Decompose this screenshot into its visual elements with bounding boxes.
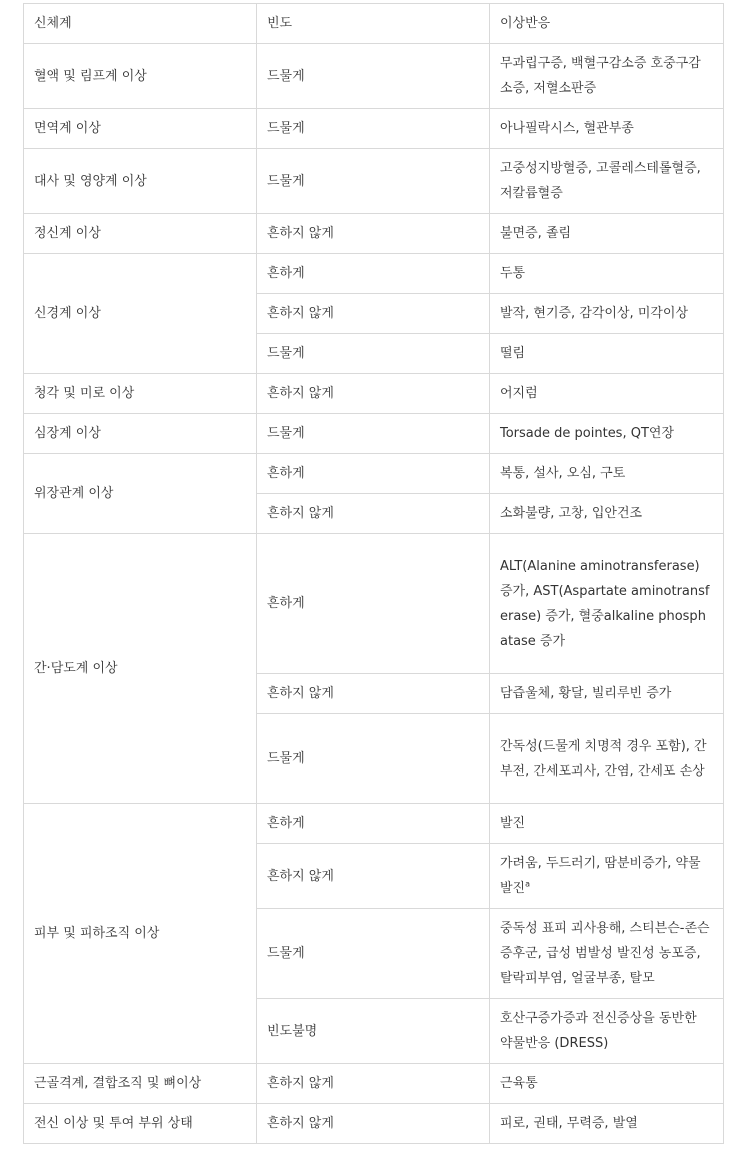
table-row bbox=[24, 214, 724, 254]
reaction-cell: 어지럼 bbox=[490, 374, 724, 414]
frequency-cell: 흔하지 않게 bbox=[257, 1064, 490, 1104]
reaction-cell: 피로, 권태, 무력증, 발열 bbox=[490, 1104, 724, 1144]
frequency-cell: 흔하지 않게 bbox=[257, 1104, 490, 1144]
table-row bbox=[24, 454, 724, 494]
frequency-cell: 흔하지 않게 bbox=[257, 674, 490, 714]
system-cell: 심장계 이상 bbox=[24, 414, 257, 454]
frequency-cell: 드물게 bbox=[257, 414, 490, 454]
frequency-cell: 드물게 bbox=[257, 909, 490, 999]
table-row bbox=[24, 414, 724, 454]
table-row bbox=[24, 804, 724, 844]
reaction-cell: 고중성지방혈증, 고콜레스테롤혈증, 저칼륨혈증 bbox=[490, 149, 724, 214]
reaction-cell: 불면증, 졸림 bbox=[490, 214, 724, 254]
system-cell: 근골격계, 결합조직 및 뼈이상 bbox=[24, 1064, 257, 1104]
frequency-cell: 흔하게 bbox=[257, 454, 490, 494]
reaction-cell: 발진 bbox=[490, 804, 724, 844]
system-cell: 대사 및 영양계 이상 bbox=[24, 149, 257, 214]
frequency-cell: 흔하게 bbox=[257, 534, 490, 674]
frequency-cell: 드물게 bbox=[257, 149, 490, 214]
reaction-cell: 호산구증가증과 전신증상을 동반한 약물반응 (DRESS) bbox=[490, 999, 724, 1064]
adverse-reactions-table bbox=[23, 3, 724, 1144]
system-cell: 간·담도계 이상 bbox=[24, 534, 257, 804]
reaction-text: 가려움, 두드러기, 땀분비증가, 약물발진 bbox=[500, 856, 701, 896]
frequency-cell: 흔하지 않게 bbox=[257, 374, 490, 414]
reaction-cell: Torsade de pointes, QT연장 bbox=[490, 414, 724, 454]
reaction-cell: 발작, 현기증, 감각이상, 미각이상 bbox=[490, 294, 724, 334]
frequency-cell: 드물게 bbox=[257, 109, 490, 149]
frequency-cell: 흔하지 않게 bbox=[257, 214, 490, 254]
header-frequency: 빈도 bbox=[257, 4, 490, 44]
frequency-cell: 드물게 bbox=[257, 714, 490, 804]
reaction-cell bbox=[490, 844, 724, 909]
reaction-cell: 복통, 설사, 오심, 구토 bbox=[490, 454, 724, 494]
system-cell: 신경계 이상 bbox=[24, 254, 257, 374]
reaction-cell: 아나필락시스, 혈관부종 bbox=[490, 109, 724, 149]
system-cell: 혈액 및 림프계 이상 bbox=[24, 44, 257, 109]
frequency-cell: 흔하지 않게 bbox=[257, 844, 490, 909]
header-system: 신체계 bbox=[24, 4, 257, 44]
frequency-cell: 흔하게 bbox=[257, 254, 490, 294]
system-cell: 정신계 이상 bbox=[24, 214, 257, 254]
system-cell: 면역계 이상 bbox=[24, 109, 257, 149]
reaction-cell: 중독성 표피 괴사용해, 스티븐슨-존슨 증후군, 급성 범발성 발진성 농포증, 탈락피부염, 얼굴부종, 탈모 bbox=[490, 909, 724, 999]
frequency-cell: 흔하게 bbox=[257, 804, 490, 844]
table-row bbox=[24, 534, 724, 674]
reaction-cell: 두통 bbox=[490, 254, 724, 294]
reaction-cell: 무과립구증, 백혈구감소증 호중구감소증, 저혈소판증 bbox=[490, 44, 724, 109]
table-row bbox=[24, 1064, 724, 1104]
system-cell: 위장관계 이상 bbox=[24, 454, 257, 534]
table-row bbox=[24, 149, 724, 214]
reaction-cell: 담즙울체, 황달, 빌리루빈 증가 bbox=[490, 674, 724, 714]
system-cell: 청각 및 미로 이상 bbox=[24, 374, 257, 414]
table-row bbox=[24, 254, 724, 294]
footnote-marker: a bbox=[525, 879, 531, 889]
table-header-row bbox=[24, 4, 724, 44]
reaction-cell: 떨림 bbox=[490, 334, 724, 374]
system-cell: 피부 및 피하조직 이상 bbox=[24, 804, 257, 1064]
frequency-cell: 흔하지 않게 bbox=[257, 294, 490, 334]
table-row bbox=[24, 374, 724, 414]
reaction-cell: 간독성(드물게 치명적 경우 포함), 간부전, 간세포괴사, 간염, 간세포 손상 bbox=[490, 714, 724, 804]
frequency-cell: 드물게 bbox=[257, 44, 490, 109]
table-row bbox=[24, 109, 724, 149]
reaction-cell: ALT(Alanine aminotransferase) 증가, AST(Aspartate aminotransferase) 증가, 혈중alkaline phosphatase 증가 bbox=[490, 534, 724, 674]
system-cell: 전신 이상 및 투여 부위 상태 bbox=[24, 1104, 257, 1144]
table-row bbox=[24, 44, 724, 109]
reaction-cell: 근육통 bbox=[490, 1064, 724, 1104]
reaction-cell: 소화불량, 고창, 입안건조 bbox=[490, 494, 724, 534]
frequency-cell: 빈도불명 bbox=[257, 999, 490, 1064]
frequency-cell: 흔하지 않게 bbox=[257, 494, 490, 534]
header-reaction: 이상반응 bbox=[490, 4, 724, 44]
frequency-cell: 드물게 bbox=[257, 334, 490, 374]
table-row bbox=[24, 1104, 724, 1144]
